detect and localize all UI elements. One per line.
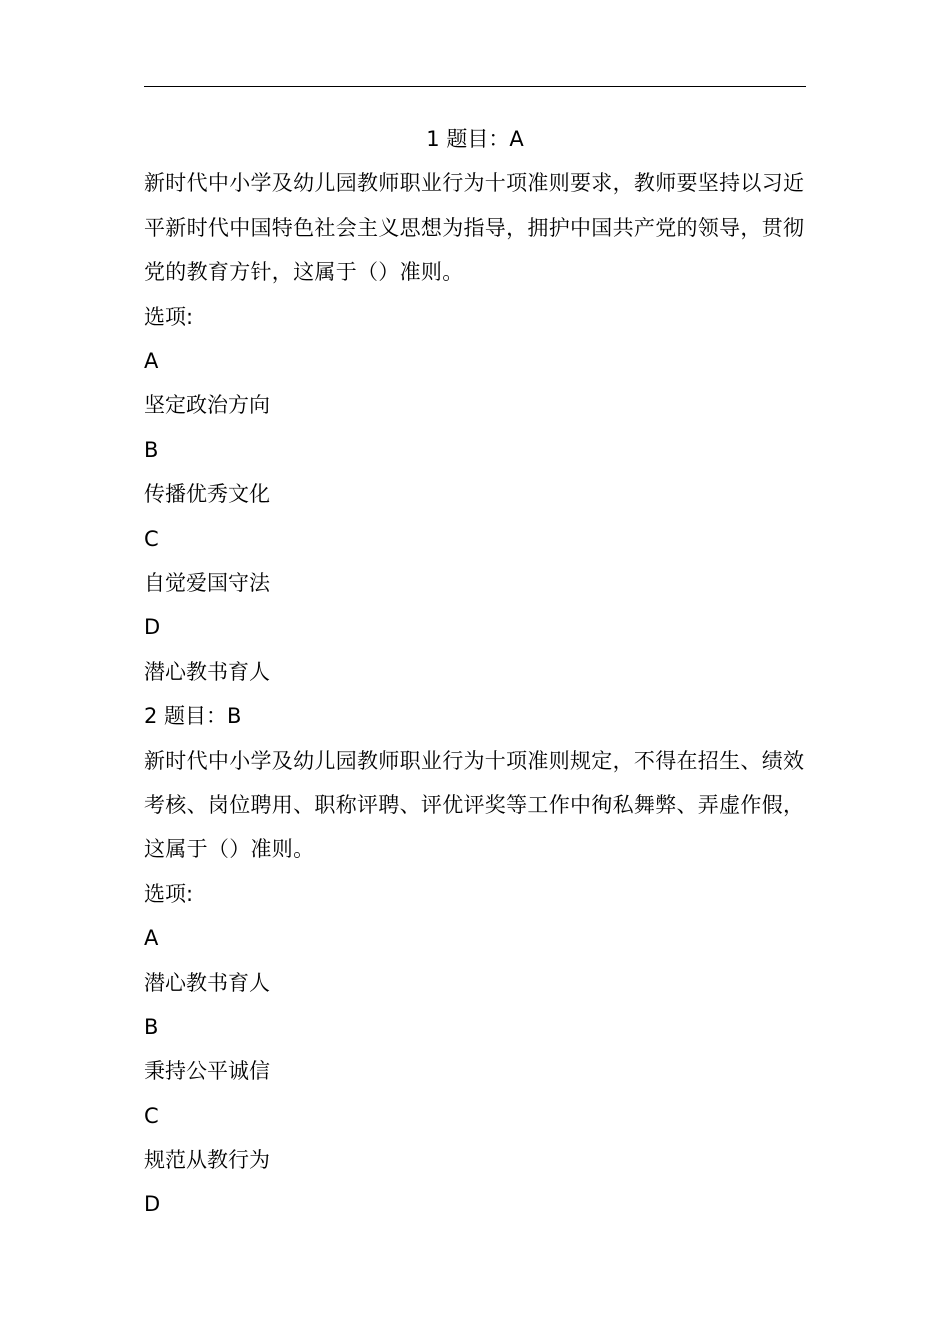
question-1-option-b-letter: B <box>144 437 159 462</box>
question-1-option-b-text: 传播优秀文化 <box>144 482 270 507</box>
question-2-options-label: 选项: <box>144 881 194 906</box>
question-2-option-a-text: 潜心教书育人 <box>144 970 270 995</box>
question-1-option-a-text: 坚定政治方向 <box>144 393 270 418</box>
question-1-text: 新时代中小学及幼儿园教师职业行为十项准则要求，教师要坚持以习近平新时代中国特色社会主义思想为指导，拥护中国共产党的领导，贯彻党的教育方针，这属于（）准则。 <box>144 171 805 285</box>
question-1-options-label: 选项: <box>144 304 194 329</box>
question-1-option-c-text: 自觉爱国守法 <box>144 570 270 595</box>
question-1-option-c-letter: C <box>144 526 159 551</box>
question-1-header: 1 题目：A <box>426 127 524 151</box>
question-2-option-b-text: 秉持公平诚信 <box>144 1059 270 1084</box>
question-2-header: 2 题目：B <box>144 704 242 729</box>
question-2-option-b-letter: B <box>144 1014 159 1039</box>
question-1-option-d-letter: D <box>144 615 161 640</box>
question-2-option-d-letter: D <box>144 1192 161 1217</box>
document-content <box>144 117 806 1227</box>
question-2-option-c-letter: C <box>144 1103 159 1128</box>
header-rule <box>144 86 806 87</box>
question-1-option-d-text: 潜心教书育人 <box>144 659 270 684</box>
question-2-option-c-text: 规范从教行为 <box>144 1148 270 1173</box>
question-2-text: 新时代中小学及幼儿园教师职业行为十项准则规定，不得在招生、绩效考核、岗位聘用、职称评聘、评优评奖等工作中徇私舞弊、弄虚作假，这属于（）准则。 <box>144 748 805 862</box>
question-1-option-a-letter: A <box>144 349 159 373</box>
question-2-option-a-letter: A <box>144 926 159 951</box>
